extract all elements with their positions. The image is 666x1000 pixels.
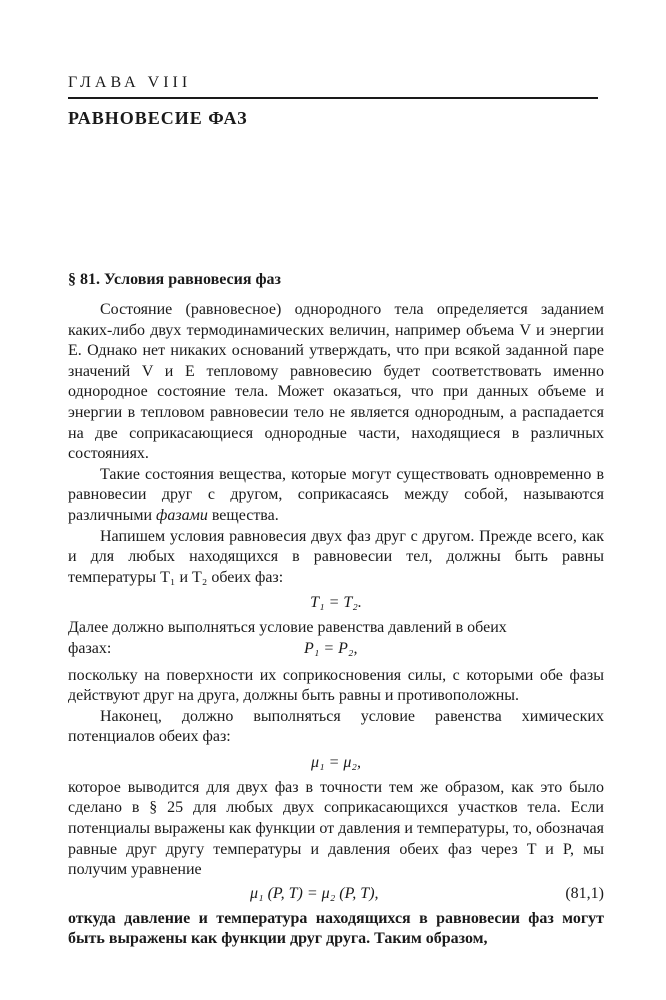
paragraph-4: Далее должно выполняться условие равенства давлений в обеих — [68, 619, 507, 637]
chapter-label: ГЛАВА VIII — [68, 74, 192, 91]
paragraph-3: Напишем условия равновесия двух фаз друг с другом. Прежде всего, как и для любых находящихся в равновесии тел, должны быть равны температуры T₁ и T₂ обеих фаз: — [68, 527, 604, 586]
formula-chemical-potential: μ₁ = μ₂, — [311, 753, 361, 771]
paragraph-4-formula-row — [68, 639, 604, 660]
section-title: § 81. Условия равновесия фаз — [68, 271, 281, 288]
formula-81-1-expression: μ₁ (P, T) = μ₂ (P, T), — [250, 884, 379, 902]
paragraph-2-text-b: вещества. — [207, 506, 279, 524]
formula-81-1-number: (81,1) — [565, 884, 604, 902]
formula-pressure: P₁ = P₂, — [304, 639, 358, 657]
paragraph-2-text-a: Такие состояния вещества, которые могут существовать одновременно в равновесии друг с другом, соприкасаясь между собой, называются различными — [68, 465, 604, 524]
paragraph-6: Наконец, должно выполняться условие равенства химических потенциалов обеих фаз: — [68, 707, 604, 746]
paragraph-5: поскольку на поверхности их соприкосновения силы, с которыми обе фазы действуют друг на друга, должны быть равны и противоположны. — [68, 666, 604, 705]
chapter-title: РАВНОВЕСИЕ ФАЗ — [68, 108, 248, 128]
paragraph-1: Состояние (равновесное) однородного тела определяется заданием каких-либо двух термодинамических величин, например объема V и энергии E. Однако нет никаких оснований утверждать, что при всякой заданной паре значений V и E тепловому равновесию будет соответствовать именно однородное состояние тела. Может оказаться, что при данных объеме и энергии в тепловом равновесии тело не является однородным, а распадается на две соприкасающиеся однородные части, находящиеся в различных состояниях. — [68, 301, 604, 463]
chapter-rule — [68, 97, 598, 99]
paragraph-4-tail: фазах: — [68, 639, 112, 657]
paragraph-2 — [68, 465, 604, 527]
paragraph-7: которое выводится для двух фаз в точности тем же образом, как это было сделано в § 25 для любых двух соприкасающихся участков тела. Если потенциалы выражены как функции от давления и температуры, то, обозначая равные друг другу температуры и давления обеих фаз через T и P, мы получим уравнение — [68, 778, 604, 879]
paragraph-8: откуда давление и температура находящихся в равновесии фаз могут быть выражены как функции друг друга. Таким образом, — [68, 909, 604, 948]
formula-temperature: T₁ = T₂. — [310, 594, 362, 612]
formula-81-1 — [68, 884, 604, 906]
paragraph-2-emphasis: фазами — [156, 506, 208, 524]
body-text — [68, 300, 604, 950]
